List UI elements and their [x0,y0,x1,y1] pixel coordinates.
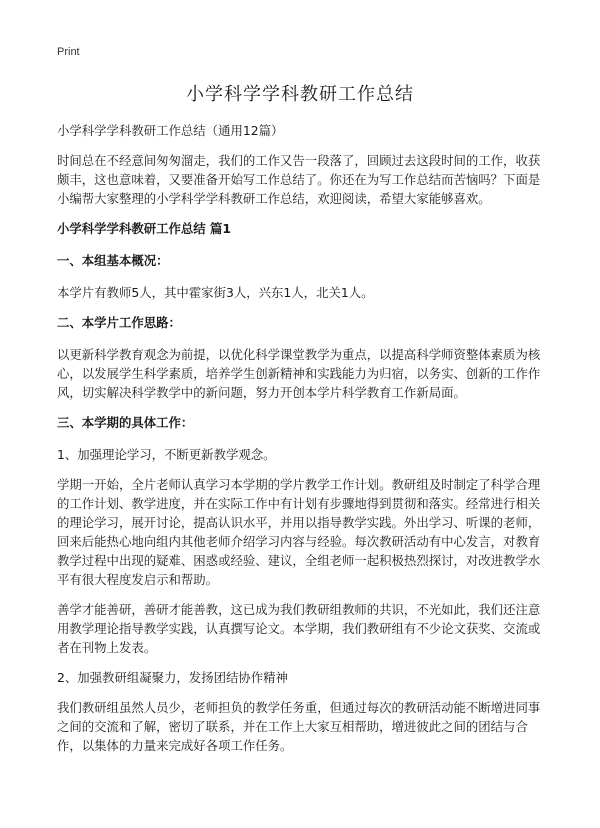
section-3-item-1-paragraph-2: 善学才能善研，善研才能善教，这已成为我们教研组教师的共识，不光如此，我们还注意用教学理论指导教学实践，认真撰写论文。本学期，我们教研组有不少论文获奖、交流或者在刊物上发表。 [57,602,541,655]
section-heading-1: 一、本组基本概况： [57,253,169,268]
section-2-text: 以更新科学教育观念为前提，以优化科学课堂教学为重点，以提高科学师资整体素质为核心，以发展学生科学素质，培养学生创新精神和实践能力为归宿，以务实、创新的工作作风，切实解决科学教学中的新问题，努力开创本学片科学教育工作新局面。 [57,347,541,400]
section-3-item-2: 2、加强教研组凝聚力，发扬团结协作精神 [57,670,288,685]
document-body [57,121,550,766]
section-3-item-1: 1、加强理论学习，不断更新教学观念。 [57,447,276,462]
article-heading: 小学科学学科教研工作总结 篇1 [57,221,232,236]
section-3-item-2-paragraph-1: 我们教研组虽然人员少，老师担负的教学任务重，但通过每次的教研活动能不断增进同事之间的交流和了解，密切了联系，并在工作上大家互相帮助，增进彼此之间的团结与合作，以集体的力量来完成好各项工作任务。 [57,700,541,753]
document-subtitle: 小学科学学科教研工作总结（通用12篇） [57,123,284,138]
section-1-text: 本学片有教师5人，其中霍家街3人，兴东1人，北关1人。 [57,285,374,300]
section-3-item-1-paragraph-1: 学期一开始，全片老师认真学习本学期的学片教学工作计划。教研组及时制定了科学合理的工作计划、教学进度，并在实际工作中有计划有步骤地得到贯彻和落实。经常进行相关的理论学习，展开讨论，提高认识水平，并用以指导教学实践。外出学习、听课的老师，回来后能热心地向组内其他老师介绍学习内容与经验。每次教研活动有中心发言，对教育教学过程中出现的疑难、困惑或经验、建议，全组老师一起积极热烈探讨，对改进教学水平有很大程度发启示和帮助。 [57,477,541,587]
section-heading-3: 三、本学期的具体工作： [57,415,194,430]
page-title: 小学科学学科教研工作总结 [186,84,414,105]
print-link[interactable]: Print [57,46,80,58]
intro-paragraph: 时间总在不经意间匆匆溜走，我们的工作又告一段落了，回顾过去这段时间的工作，收获颇丰，这也意味着，又要准备开始写工作总结了。你还在为写工作总结而苦恼吗？下面是小编帮大家整理的小学科学学科教研工作总结，欢迎阅读，希望大家能够喜欢。 [57,153,541,206]
section-heading-2: 二、本学片工作思路： [57,315,181,330]
